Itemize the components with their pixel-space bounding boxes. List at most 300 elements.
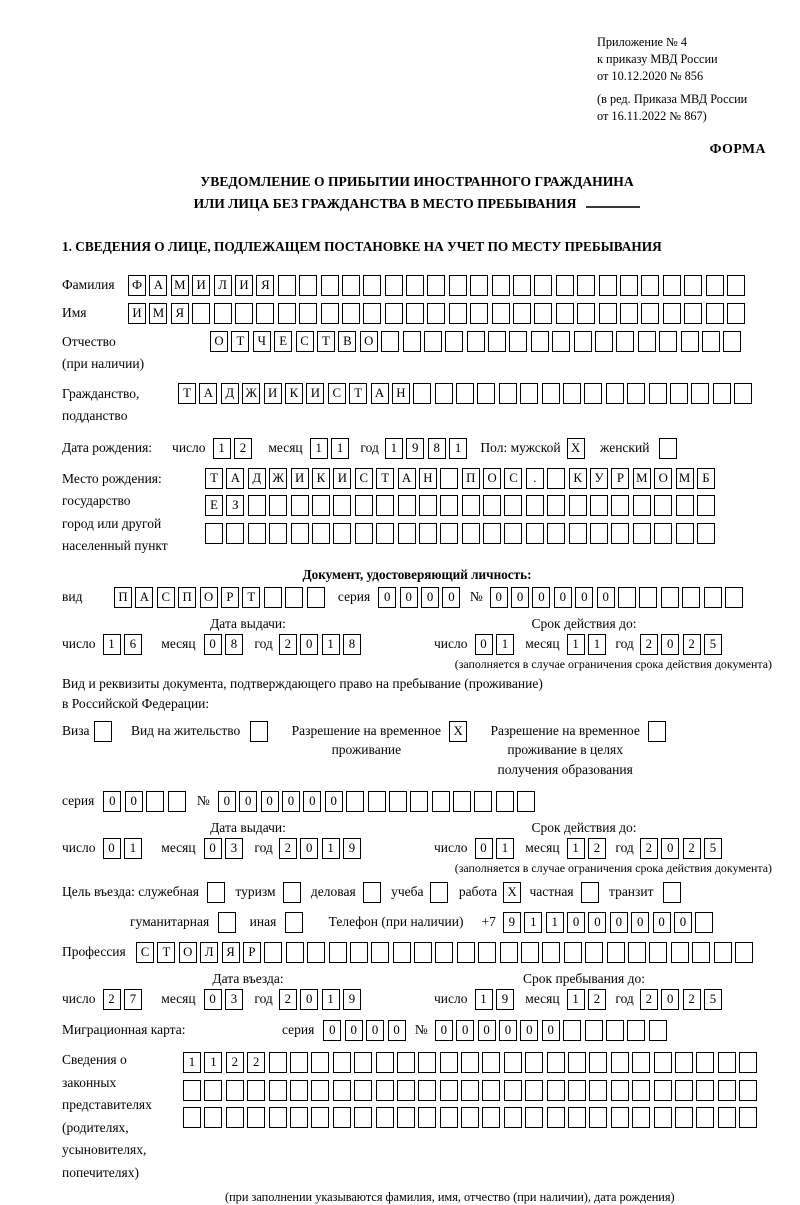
char-cell[interactable] [589, 1107, 607, 1128]
char-cell[interactable]: Я [222, 942, 240, 963]
char-cell[interactable]: М [633, 468, 651, 489]
char-cell[interactable] [547, 495, 565, 516]
char-cell[interactable]: 1 [496, 838, 514, 859]
char-cell[interactable] [706, 303, 724, 324]
char-cell[interactable]: 0 [661, 838, 679, 859]
char-cell[interactable] [435, 942, 453, 963]
char-cell[interactable] [564, 942, 582, 963]
char-cell[interactable] [513, 303, 531, 324]
char-cell[interactable]: О [483, 468, 501, 489]
char-cell[interactable]: Я [171, 303, 189, 324]
char-cell[interactable]: Е [205, 495, 223, 516]
char-cell[interactable] [632, 1080, 650, 1101]
char-cell[interactable] [397, 1052, 415, 1073]
char-cell[interactable] [226, 1080, 244, 1101]
char-cell[interactable]: 0 [475, 838, 493, 859]
char-cell[interactable]: 1 [385, 438, 403, 459]
char-cell[interactable]: 0 [520, 1020, 538, 1041]
char-cell[interactable] [467, 331, 485, 352]
char-cell[interactable]: 1 [204, 1052, 222, 1073]
char-cell[interactable] [299, 275, 317, 296]
char-cell[interactable]: 0 [597, 587, 615, 608]
char-cell[interactable] [94, 721, 112, 742]
char-cell[interactable]: 5 [704, 634, 722, 655]
char-cell[interactable] [568, 1107, 586, 1128]
char-cell[interactable] [589, 1080, 607, 1101]
char-cell[interactable]: А [149, 275, 167, 296]
char-cell[interactable] [333, 1107, 351, 1128]
char-cell[interactable]: 1 [322, 989, 340, 1010]
char-cell[interactable]: 1 [331, 438, 349, 459]
char-cell[interactable] [414, 942, 432, 963]
char-cell[interactable]: Т [205, 468, 223, 489]
char-cell[interactable]: 0 [554, 587, 572, 608]
char-cell[interactable]: И [128, 303, 146, 324]
char-cell[interactable]: 2 [588, 838, 606, 859]
char-cell[interactable] [204, 1080, 222, 1101]
char-cell[interactable]: С [157, 587, 175, 608]
char-cell[interactable]: 7 [124, 989, 142, 1010]
char-cell[interactable]: 0 [542, 1020, 560, 1041]
char-cell[interactable] [599, 275, 617, 296]
char-cell[interactable] [205, 523, 223, 544]
char-cell[interactable] [424, 331, 442, 352]
char-cell[interactable] [427, 303, 445, 324]
char-cell[interactable] [577, 303, 595, 324]
char-cell[interactable]: Ф [128, 275, 146, 296]
char-cell[interactable] [291, 495, 309, 516]
char-cell[interactable]: 6 [124, 634, 142, 655]
char-cell[interactable]: Я [256, 275, 274, 296]
char-cell[interactable]: 0 [204, 838, 222, 859]
char-cell[interactable] [633, 495, 651, 516]
char-cell[interactable] [285, 912, 303, 933]
char-cell[interactable] [654, 495, 672, 516]
char-cell[interactable]: П [114, 587, 132, 608]
char-cell[interactable] [627, 383, 645, 404]
char-cell[interactable]: 0 [345, 1020, 363, 1041]
char-cell[interactable]: И [192, 275, 210, 296]
char-cell[interactable] [513, 275, 531, 296]
char-cell[interactable]: Е [274, 331, 292, 352]
char-cell[interactable]: О [210, 331, 228, 352]
char-cell[interactable] [269, 1107, 287, 1128]
char-cell[interactable] [589, 1052, 607, 1073]
char-cell[interactable]: Т [157, 942, 175, 963]
char-cell[interactable] [376, 1107, 394, 1128]
char-cell[interactable] [734, 383, 752, 404]
char-cell[interactable] [483, 495, 501, 516]
char-cell[interactable] [312, 495, 330, 516]
char-cell[interactable]: 1 [496, 634, 514, 655]
char-cell[interactable] [312, 523, 330, 544]
char-cell[interactable] [333, 1052, 351, 1073]
char-cell[interactable]: 0 [442, 587, 460, 608]
char-cell[interactable] [449, 275, 467, 296]
char-cell[interactable]: 2 [683, 838, 701, 859]
char-cell[interactable] [440, 523, 458, 544]
char-cell[interactable] [611, 1107, 629, 1128]
char-cell[interactable]: 0 [456, 1020, 474, 1041]
char-cell[interactable] [606, 1020, 624, 1041]
char-cell[interactable] [418, 1107, 436, 1128]
char-cell[interactable] [641, 303, 659, 324]
char-cell[interactable]: Д [248, 468, 266, 489]
char-cell[interactable] [432, 791, 450, 812]
char-cell[interactable]: И [235, 275, 253, 296]
char-cell[interactable] [706, 275, 724, 296]
char-cell[interactable] [283, 882, 301, 903]
char-cell[interactable] [648, 721, 666, 742]
char-cell[interactable] [477, 383, 495, 404]
char-cell[interactable]: 0 [323, 1020, 341, 1041]
char-cell[interactable]: 0 [567, 912, 585, 933]
char-cell[interactable] [278, 303, 296, 324]
char-cell[interactable]: 1 [588, 634, 606, 655]
char-cell[interactable] [354, 1107, 372, 1128]
char-cell[interactable] [363, 275, 381, 296]
char-cell[interactable] [440, 1107, 458, 1128]
char-cell[interactable] [226, 523, 244, 544]
char-cell[interactable] [577, 275, 595, 296]
char-cell[interactable]: С [355, 468, 373, 489]
char-cell[interactable] [371, 942, 389, 963]
char-cell[interactable] [620, 275, 638, 296]
char-cell[interactable]: 0 [103, 838, 121, 859]
char-cell[interactable] [192, 303, 210, 324]
char-cell[interactable] [256, 303, 274, 324]
char-cell[interactable] [418, 1052, 436, 1073]
char-cell[interactable]: 2 [640, 634, 658, 655]
char-cell[interactable]: 9 [343, 838, 361, 859]
char-cell[interactable] [547, 1080, 565, 1101]
char-cell[interactable]: 0 [610, 912, 628, 933]
char-cell[interactable] [248, 495, 266, 516]
char-cell[interactable]: 0 [653, 912, 671, 933]
char-cell[interactable]: 3 [225, 989, 243, 1010]
char-cell[interactable] [628, 942, 646, 963]
char-cell[interactable] [649, 383, 667, 404]
char-cell[interactable] [499, 383, 517, 404]
char-cell[interactable] [398, 523, 416, 544]
char-cell[interactable] [146, 791, 164, 812]
char-cell[interactable]: 2 [279, 989, 297, 1010]
char-cell[interactable]: 2 [234, 438, 252, 459]
char-cell[interactable]: 0 [125, 791, 143, 812]
char-cell[interactable] [581, 882, 599, 903]
char-cell[interactable] [552, 331, 570, 352]
char-cell[interactable]: 8 [225, 634, 243, 655]
char-cell[interactable]: 0 [588, 912, 606, 933]
char-cell[interactable] [449, 303, 467, 324]
char-cell[interactable] [248, 523, 266, 544]
char-cell[interactable] [739, 1107, 757, 1128]
char-cell[interactable] [632, 1107, 650, 1128]
char-cell[interactable]: X [449, 721, 467, 742]
char-cell[interactable] [183, 1080, 201, 1101]
char-cell[interactable]: 1 [567, 838, 585, 859]
char-cell[interactable]: 8 [428, 438, 446, 459]
char-cell[interactable] [403, 331, 421, 352]
char-cell[interactable] [204, 1107, 222, 1128]
char-cell[interactable] [440, 495, 458, 516]
char-cell[interactable] [355, 523, 373, 544]
char-cell[interactable] [299, 303, 317, 324]
char-cell[interactable] [620, 303, 638, 324]
char-cell[interactable] [649, 1020, 667, 1041]
char-cell[interactable]: С [328, 383, 346, 404]
char-cell[interactable] [440, 468, 458, 489]
char-cell[interactable] [739, 1080, 757, 1101]
char-cell[interactable] [269, 495, 287, 516]
char-cell[interactable] [526, 495, 544, 516]
char-cell[interactable] [462, 523, 480, 544]
char-cell[interactable] [735, 942, 753, 963]
char-cell[interactable] [727, 303, 745, 324]
char-cell[interactable] [333, 495, 351, 516]
char-cell[interactable] [504, 1107, 522, 1128]
char-cell[interactable]: М [149, 303, 167, 324]
char-cell[interactable] [247, 1080, 265, 1101]
char-cell[interactable]: О [654, 468, 672, 489]
char-cell[interactable]: И [291, 468, 309, 489]
char-cell[interactable]: 0 [239, 791, 257, 812]
char-cell[interactable] [696, 1107, 714, 1128]
char-cell[interactable] [684, 303, 702, 324]
char-cell[interactable]: 1 [322, 634, 340, 655]
char-cell[interactable]: 0 [661, 634, 679, 655]
char-cell[interactable] [542, 383, 560, 404]
char-cell[interactable]: 9 [503, 912, 521, 933]
char-cell[interactable]: 5 [704, 838, 722, 859]
char-cell[interactable]: 1 [475, 989, 493, 1010]
char-cell[interactable]: 2 [279, 634, 297, 655]
char-cell[interactable]: И [264, 383, 282, 404]
char-cell[interactable] [704, 587, 722, 608]
char-cell[interactable]: 8 [343, 634, 361, 655]
char-cell[interactable]: 0 [303, 791, 321, 812]
char-cell[interactable] [500, 942, 518, 963]
char-cell[interactable] [654, 1107, 672, 1128]
char-cell[interactable]: Т [242, 587, 260, 608]
char-cell[interactable] [393, 942, 411, 963]
char-cell[interactable]: Т [178, 383, 196, 404]
char-cell[interactable] [632, 1052, 650, 1073]
char-cell[interactable] [639, 587, 657, 608]
char-cell[interactable] [568, 1052, 586, 1073]
char-cell[interactable]: С [296, 331, 314, 352]
char-cell[interactable] [718, 1052, 736, 1073]
char-cell[interactable]: 0 [631, 912, 649, 933]
char-cell[interactable] [663, 882, 681, 903]
char-cell[interactable] [739, 1052, 757, 1073]
char-cell[interactable] [398, 495, 416, 516]
char-cell[interactable] [504, 1052, 522, 1073]
char-cell[interactable] [641, 275, 659, 296]
char-cell[interactable]: 1 [183, 1052, 201, 1073]
char-cell[interactable]: 1 [449, 438, 467, 459]
char-cell[interactable]: 0 [400, 587, 418, 608]
char-cell[interactable] [470, 275, 488, 296]
char-cell[interactable] [611, 1080, 629, 1101]
char-cell[interactable] [290, 1052, 308, 1073]
char-cell[interactable]: X [503, 882, 521, 903]
char-cell[interactable] [590, 495, 608, 516]
char-cell[interactable] [691, 383, 709, 404]
char-cell[interactable] [264, 942, 282, 963]
char-cell[interactable] [385, 275, 403, 296]
char-cell[interactable] [525, 1052, 543, 1073]
char-cell[interactable] [517, 791, 535, 812]
char-cell[interactable] [556, 303, 574, 324]
char-cell[interactable]: Л [200, 942, 218, 963]
char-cell[interactable] [478, 942, 496, 963]
char-cell[interactable] [547, 523, 565, 544]
char-cell[interactable]: 3 [225, 838, 243, 859]
char-cell[interactable] [445, 331, 463, 352]
char-cell[interactable] [556, 275, 574, 296]
char-cell[interactable] [247, 1107, 265, 1128]
char-cell[interactable] [633, 523, 651, 544]
char-cell[interactable] [492, 275, 510, 296]
char-cell[interactable] [697, 523, 715, 544]
char-cell[interactable] [363, 882, 381, 903]
char-cell[interactable]: 0 [475, 634, 493, 655]
char-cell[interactable] [525, 1107, 543, 1128]
char-cell[interactable] [461, 1107, 479, 1128]
char-cell[interactable]: 9 [406, 438, 424, 459]
char-cell[interactable]: В [338, 331, 356, 352]
char-cell[interactable]: 0 [300, 838, 318, 859]
char-cell[interactable]: Т [231, 331, 249, 352]
char-cell[interactable] [290, 1107, 308, 1128]
char-cell[interactable]: Ч [253, 331, 271, 352]
char-cell[interactable] [311, 1052, 329, 1073]
char-cell[interactable] [492, 303, 510, 324]
char-cell[interactable]: 2 [103, 989, 121, 1010]
char-cell[interactable]: 2 [683, 989, 701, 1010]
char-cell[interactable] [504, 495, 522, 516]
char-cell[interactable]: 0 [366, 1020, 384, 1041]
char-cell[interactable]: 0 [511, 587, 529, 608]
char-cell[interactable] [311, 1107, 329, 1128]
char-cell[interactable] [682, 587, 700, 608]
char-cell[interactable] [718, 1107, 736, 1128]
char-cell[interactable] [354, 1080, 372, 1101]
char-cell[interactable]: А [398, 468, 416, 489]
char-cell[interactable]: 0 [421, 587, 439, 608]
char-cell[interactable] [474, 791, 492, 812]
char-cell[interactable] [725, 587, 743, 608]
char-cell[interactable]: 0 [674, 912, 692, 933]
char-cell[interactable]: 1 [567, 634, 585, 655]
char-cell[interactable]: 0 [490, 587, 508, 608]
char-cell[interactable] [585, 1020, 603, 1041]
char-cell[interactable] [531, 331, 549, 352]
char-cell[interactable] [457, 942, 475, 963]
char-cell[interactable] [525, 1080, 543, 1101]
char-cell[interactable] [569, 523, 587, 544]
char-cell[interactable]: 1 [310, 438, 328, 459]
char-cell[interactable] [563, 383, 581, 404]
char-cell[interactable] [670, 383, 688, 404]
char-cell[interactable] [618, 587, 636, 608]
char-cell[interactable] [723, 331, 741, 352]
char-cell[interactable] [611, 495, 629, 516]
char-cell[interactable] [406, 275, 424, 296]
char-cell[interactable] [534, 303, 552, 324]
char-cell[interactable] [590, 523, 608, 544]
char-cell[interactable] [333, 523, 351, 544]
char-cell[interactable]: . [526, 468, 544, 489]
char-cell[interactable]: 0 [218, 791, 236, 812]
char-cell[interactable] [671, 942, 689, 963]
char-cell[interactable]: Р [611, 468, 629, 489]
char-cell[interactable]: Ж [269, 468, 287, 489]
char-cell[interactable] [269, 523, 287, 544]
char-cell[interactable]: 0 [388, 1020, 406, 1041]
char-cell[interactable]: Н [392, 383, 410, 404]
char-cell[interactable] [226, 1107, 244, 1128]
char-cell[interactable] [381, 331, 399, 352]
char-cell[interactable]: Ж [242, 383, 260, 404]
char-cell[interactable] [659, 331, 677, 352]
char-cell[interactable]: 0 [575, 587, 593, 608]
char-cell[interactable] [692, 942, 710, 963]
char-cell[interactable] [376, 1080, 394, 1101]
char-cell[interactable] [286, 942, 304, 963]
char-cell[interactable]: У [590, 468, 608, 489]
char-cell[interactable] [427, 275, 445, 296]
char-cell[interactable] [183, 1107, 201, 1128]
char-cell[interactable] [714, 942, 732, 963]
char-cell[interactable] [321, 275, 339, 296]
char-cell[interactable] [354, 1052, 372, 1073]
char-cell[interactable] [526, 523, 544, 544]
char-cell[interactable] [654, 1080, 672, 1101]
char-cell[interactable] [355, 495, 373, 516]
char-cell[interactable]: Т [317, 331, 335, 352]
char-cell[interactable] [676, 495, 694, 516]
char-cell[interactable]: 0 [325, 791, 343, 812]
char-cell[interactable]: К [569, 468, 587, 489]
char-cell[interactable] [569, 495, 587, 516]
char-cell[interactable] [697, 495, 715, 516]
char-cell[interactable]: О [360, 331, 378, 352]
char-cell[interactable] [599, 303, 617, 324]
char-cell[interactable]: Т [376, 468, 394, 489]
char-cell[interactable]: 1 [524, 912, 542, 933]
char-cell[interactable] [482, 1107, 500, 1128]
char-cell[interactable]: З [226, 495, 244, 516]
char-cell[interactable]: 2 [247, 1052, 265, 1073]
char-cell[interactable] [482, 1052, 500, 1073]
char-cell[interactable]: 0 [478, 1020, 496, 1041]
char-cell[interactable] [321, 303, 339, 324]
char-cell[interactable] [509, 331, 527, 352]
char-cell[interactable] [168, 791, 186, 812]
char-cell[interactable] [713, 383, 731, 404]
char-cell[interactable]: 1 [546, 912, 564, 933]
char-cell[interactable]: Т [349, 383, 367, 404]
char-cell[interactable] [696, 1052, 714, 1073]
char-cell[interactable]: 1 [322, 838, 340, 859]
char-cell[interactable]: 2 [226, 1052, 244, 1073]
char-cell[interactable] [307, 942, 325, 963]
char-cell[interactable] [568, 1080, 586, 1101]
char-cell[interactable] [521, 942, 539, 963]
char-cell[interactable] [342, 275, 360, 296]
